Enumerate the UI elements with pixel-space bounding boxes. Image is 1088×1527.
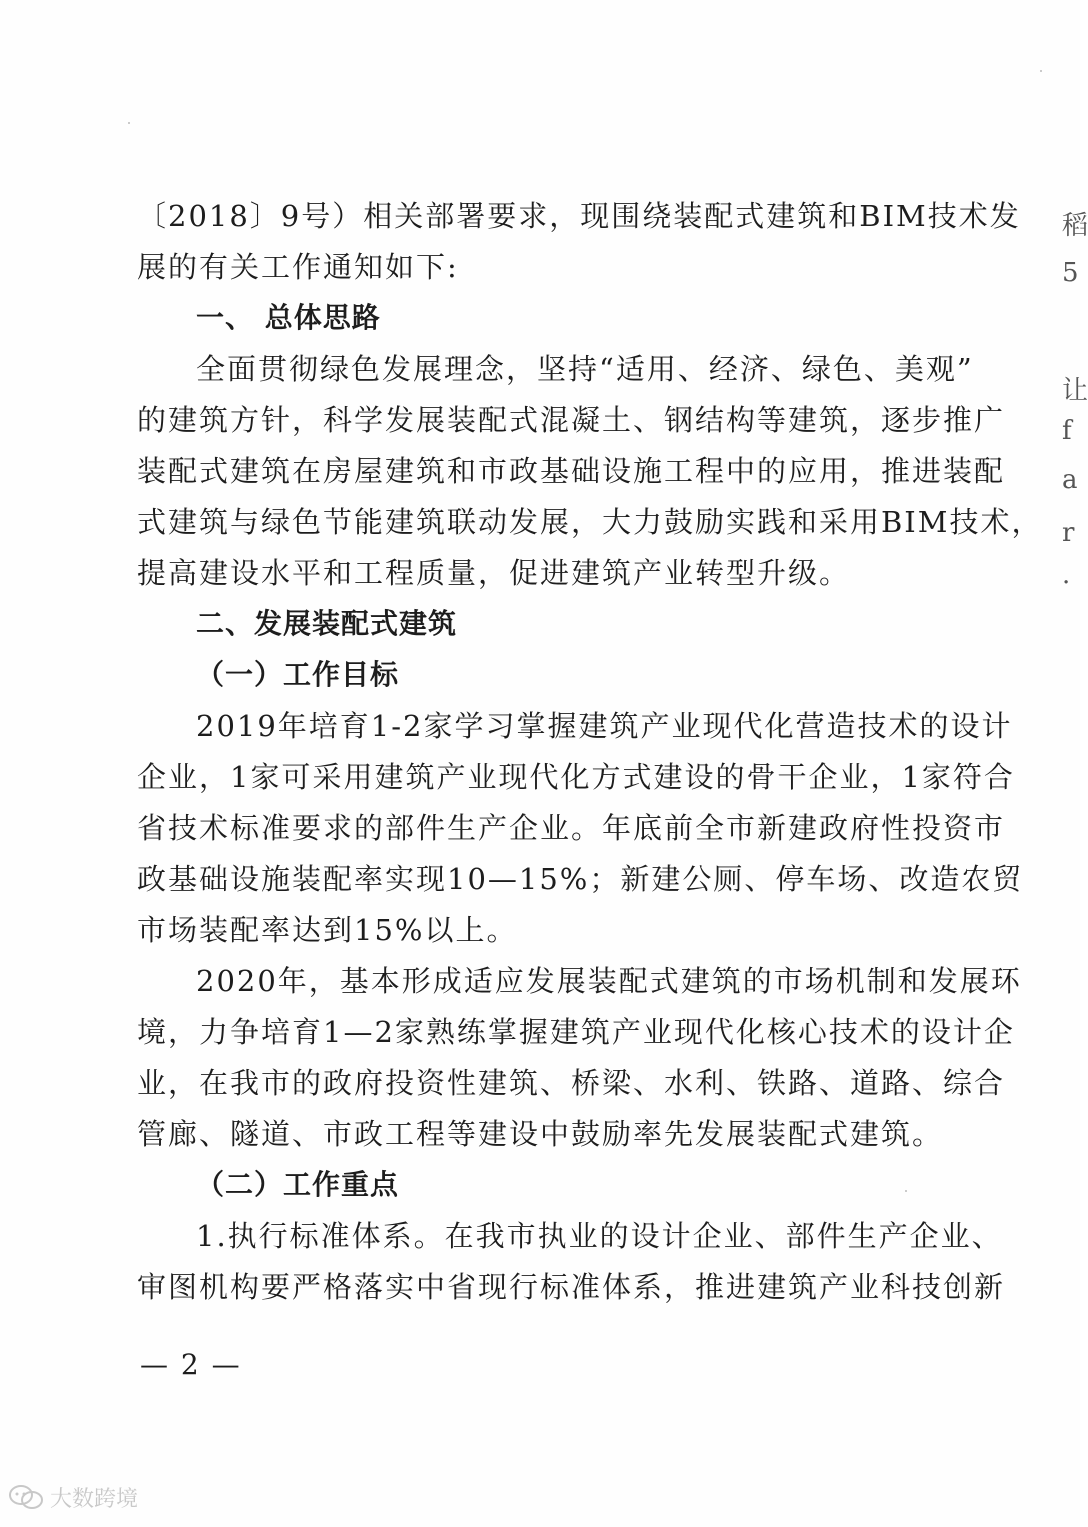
body-line-10: 省技术标准要求的部件生产企业。年底前全市新建政府性投资市 <box>137 811 1006 845</box>
body-line-3: 全面贯彻绿色发展理念，坚持“适用、经济、绿色、美观” <box>196 352 974 386</box>
body-line-17: 1.执行标准体系。在我市执业的设计企业、部件生产企业、 <box>196 1219 1003 1253</box>
wechat-bubble-icon <box>8 1483 44 1511</box>
edge-fragment-1: 稻 <box>1062 211 1088 241</box>
edge-fragment-6: r <box>1062 518 1075 548</box>
scan-speck <box>1040 70 1042 72</box>
edge-fragment-7: · <box>1062 568 1071 598</box>
body-line-4: 的建筑方针，科学发展装配式混凝土、钢结构等建筑，逐步推广 <box>137 403 1006 437</box>
edge-fragment-5: a <box>1062 465 1078 495</box>
body-line-1: 〔2018〕9号）相关部署要求，现围绕装配式建筑和BIM技术发 <box>137 199 1021 233</box>
body-line-5: 装配式建筑在房屋建筑和市政基础设施工程中的应用，推进装配 <box>137 454 1006 488</box>
watermark-text: 大数跨境 <box>50 1486 139 1512</box>
scan-speck <box>905 1190 907 1192</box>
watermark <box>8 1480 138 1514</box>
body-line-16: 管廊、隧道、市政工程等建设中鼓励率先发展装配式建筑。 <box>137 1117 944 1151</box>
body-line-15: 业，在我市的政府投资性建筑、桥梁、水利、铁路、道路、综合 <box>137 1066 1006 1100</box>
body-line-8: 2019年培育1-2家学习掌握建筑产业现代化营造技术的设计 <box>196 709 1013 743</box>
body-line-6: 式建筑与绿色节能建筑联动发展，大力鼓励实践和采用BIM技术， <box>137 505 1043 539</box>
body-line-9: 企业，1家可采用建筑产业现代化方式建设的骨干企业，1家符合 <box>137 760 1015 794</box>
edge-fragment-3: 让 <box>1062 376 1088 406</box>
subsection-heading-2: （二）工作重点 <box>196 1168 400 1201</box>
body-line-7: 提高建设水平和工程质量，促进建筑产业转型升级。 <box>137 556 851 590</box>
section-heading-2: 二、发展装配式建筑 <box>196 607 458 640</box>
subsection-heading-1: （一）工作目标 <box>196 658 400 691</box>
body-line-13: 2020年，基本形成适应发展装配式建筑的市场机制和发展环 <box>196 964 1022 998</box>
edge-fragment-2: 5 <box>1062 258 1079 288</box>
scan-speck <box>128 122 130 124</box>
page-number: — 2 — <box>140 1348 242 1381</box>
section-heading-1: 一、 总体思路 <box>196 301 381 334</box>
body-line-2: 展的有关工作通知如下: <box>137 250 459 284</box>
body-line-12: 市场装配率达到15%以上。 <box>137 913 518 947</box>
body-line-11: 政基础设施装配率实现10—15%；新建公厕、停车场、改造农贸 <box>137 862 1024 896</box>
body-line-18: 审图机构要严格落实中省现行标准体系，推进建筑产业科技创新 <box>137 1270 1006 1304</box>
edge-fragment-4: f <box>1062 416 1072 446</box>
body-line-14: 境，力争培育1—2家熟练掌握建筑产业现代化核心技术的设计企 <box>137 1015 1015 1049</box>
